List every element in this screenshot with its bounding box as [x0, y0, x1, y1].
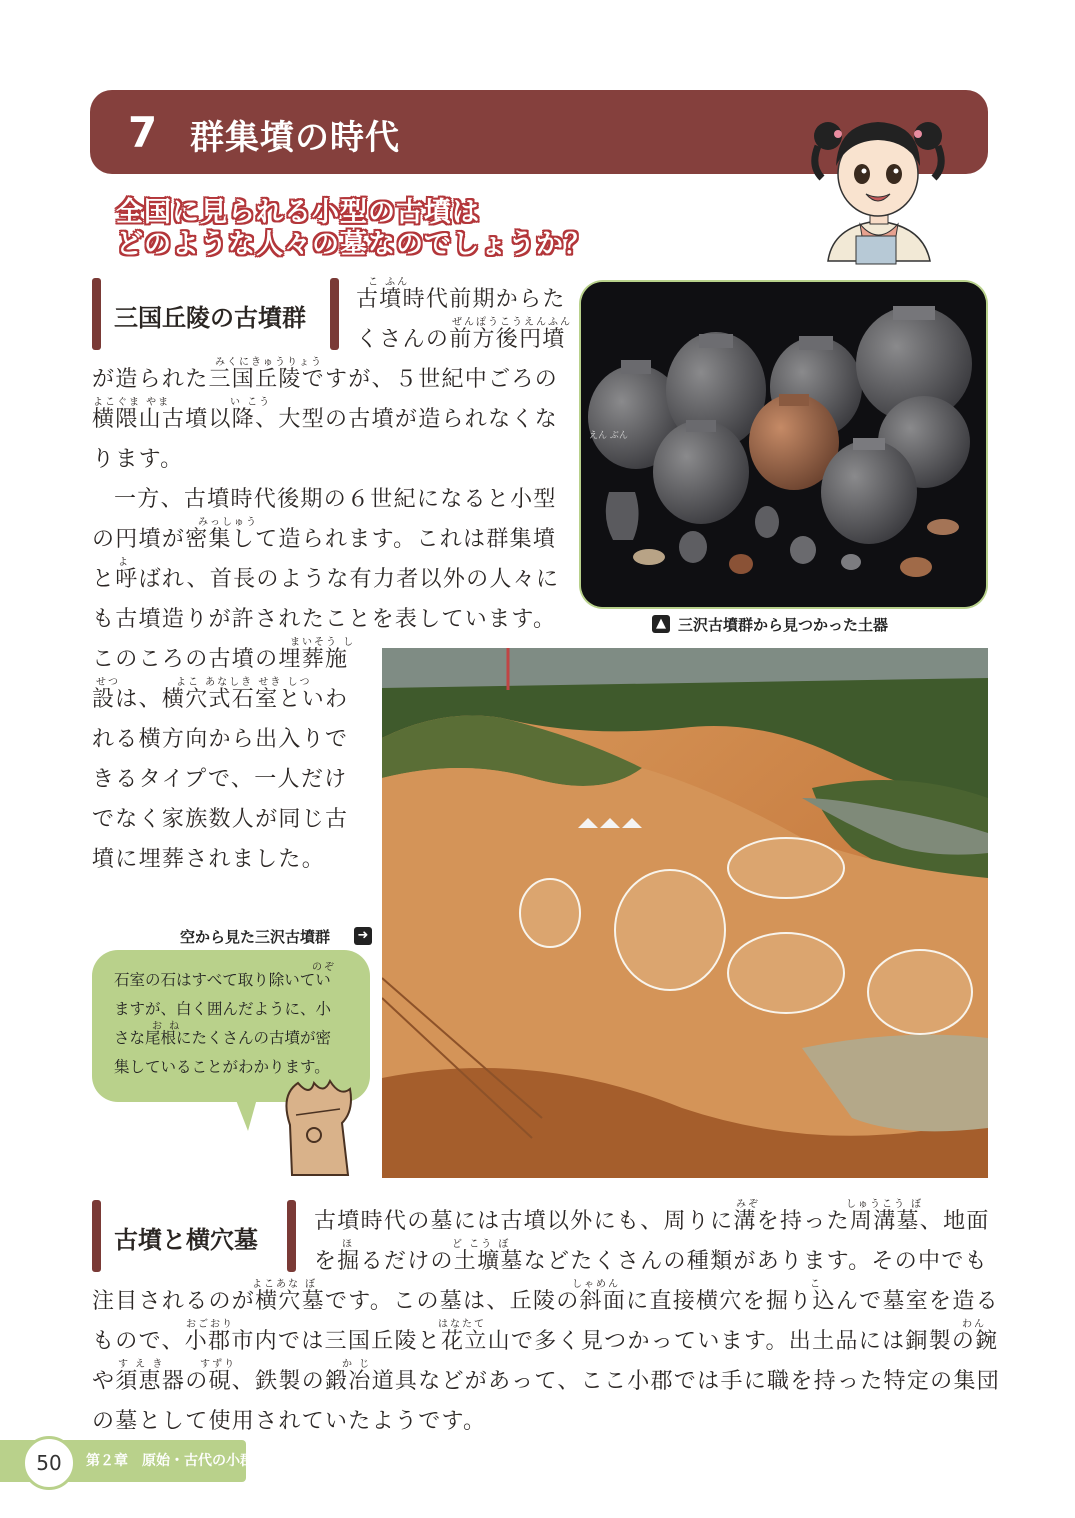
ruby-suzuri: すずり [200, 1359, 237, 1370]
bubble-line: 集していることがわかります。 [114, 1058, 330, 1076]
ruby-maiso: まいそう し [290, 637, 356, 648]
section1-line: れる横方向から出入りで [92, 727, 349, 752]
section1-line: 古墳時代前期からた [356, 287, 566, 312]
haniwa-mascot-illustration [270, 1075, 370, 1185]
section1-line: でなく家族数人が同じ古 [92, 807, 349, 832]
ruby-mikunikyuryo: みくにきゅうりょう [215, 357, 323, 368]
ruby-ho: ほ [342, 1239, 354, 1250]
pottery-photo [581, 282, 986, 607]
page-number: 50 [22, 1436, 76, 1490]
section1-line: くさんの前方後円墳 [356, 327, 566, 352]
section2-line: の墓として使用されていたようです。 [92, 1409, 487, 1434]
section1-right-bar [330, 278, 339, 350]
ruby-yokoanabo: よこあな ぼ [252, 1279, 318, 1290]
section2-line: 古墳時代の墓には古墳以外にも、周りに溝を持った周溝墓、地面 [314, 1209, 990, 1234]
chapter-label: 第２章 原始・古代の小郡 [86, 1453, 254, 1469]
pottery-caption: 三沢古墳群から見つかった土器 [678, 616, 889, 634]
section1-line: と呼ばれ、首長のような有力者以外の人々に [92, 567, 560, 592]
ruby-hanatate: はなたて [438, 1319, 486, 1330]
pottery-illustration [581, 282, 986, 607]
bubble-line: さな尾根にたくさんの古墳が密 [114, 1029, 332, 1047]
up-arrow-icon: ▲ [652, 615, 670, 633]
ruby-yo: よ [118, 557, 130, 568]
section1-line: 一方、古墳時代後期の６世紀になると小型 [114, 487, 557, 512]
ruby-shukobo: しゅうこう ぼ [846, 1199, 924, 1210]
bubble-line: ますが、白く囲んだように、小 [114, 1000, 332, 1018]
ruby-ko: こ [810, 1279, 822, 1290]
ruby-setsu: せつ [96, 677, 120, 688]
photo-overlay-label: えん ぶん [589, 431, 628, 441]
right-arrow-icon: ➜ [354, 927, 372, 945]
bubble-text [114, 966, 364, 1082]
section1-line: 設は、横穴式石室といわ [92, 687, 349, 712]
aerial-photo [382, 648, 988, 1178]
ruby-shamen: しゃめん [572, 1279, 620, 1290]
ruby-iko: い こう [230, 397, 272, 408]
ruby-mizo: みぞ [736, 1199, 760, 1210]
section1-left-bar [92, 278, 101, 350]
aerial-caption: 空から見た三沢古墳群 [180, 928, 331, 946]
page-title: 群集墳の時代 [190, 118, 400, 158]
section1-line: きるタイプで、一人だけ [92, 767, 348, 792]
section1-line: ります。 [92, 447, 184, 472]
section2-line: を掘るだけの土壙墓などたくさんの種類があります。その中でも [314, 1249, 988, 1274]
question-line-1: 全国に見られる小型の古墳は [116, 197, 480, 228]
ruby-kaji: か じ [342, 1359, 372, 1370]
bubble-tail [234, 1095, 274, 1135]
section2-line: 注目されるのが横穴墓です。この墓は、丘陵の斜面に直接横穴を掘り込んで墓室を造る [92, 1289, 999, 1314]
ruby-kofun: こ ふん [368, 277, 410, 288]
section2-line: もので、小郡市内では三国丘陵と花立山で多く見つかっています。出土品には銅製の鋺 [92, 1329, 999, 1354]
section1-line: の円墳が密集して造られます。これは群集墳 [92, 527, 557, 552]
section1-line: も古墳造りが許されたことを表しています。 [92, 607, 557, 632]
section2-heading: 古墳と横穴墓 [114, 1226, 258, 1254]
ruby-yokoana: よこ あなしき せき しつ [176, 677, 312, 688]
section1-heading: 三国丘陵の古墳群 [114, 304, 306, 332]
ruby-zenpokoenfun: ぜんぽうこうえんふん [452, 317, 572, 328]
aerial-illustration [382, 648, 988, 1178]
section1-line: が造られた三国丘陵ですが、５世紀中ごろの [92, 367, 559, 392]
ruby-wan: わん [962, 1319, 986, 1330]
section2-line: や須恵器の硯、鉄製の鍛冶道具などがあって、ここ小郡では手に職を持った特定の集団 [92, 1369, 1001, 1394]
bubble-line: 石室の石はすべて取り除いてい [114, 971, 331, 989]
section1-line: 横隈山古墳以降、大型の古墳が造られなくな [92, 407, 559, 432]
ruby-ogori: おごおり [186, 1319, 234, 1330]
ruby-misshu: みっしゅう [198, 517, 258, 528]
ruby-dokobo: ど こう ぼ [452, 1239, 511, 1250]
ruby-sueki: す え き [118, 1359, 165, 1370]
ruby-yokoguma: よこぐま やま [93, 397, 171, 408]
girl-character-illustration [808, 96, 948, 266]
question-line-2: どのような人々の墓なのでしょうか？ [116, 229, 592, 260]
ruby-nozo: のぞ [312, 962, 336, 973]
section1-line: このころの古墳の埋葬施 [92, 647, 349, 672]
section1-line: 墳に埋葬されました。 [92, 847, 326, 872]
section2-right-bar [287, 1200, 296, 1272]
ruby-one: お ね [152, 1021, 182, 1032]
section2-left-bar [92, 1200, 101, 1272]
section-number: 7 [128, 108, 160, 157]
